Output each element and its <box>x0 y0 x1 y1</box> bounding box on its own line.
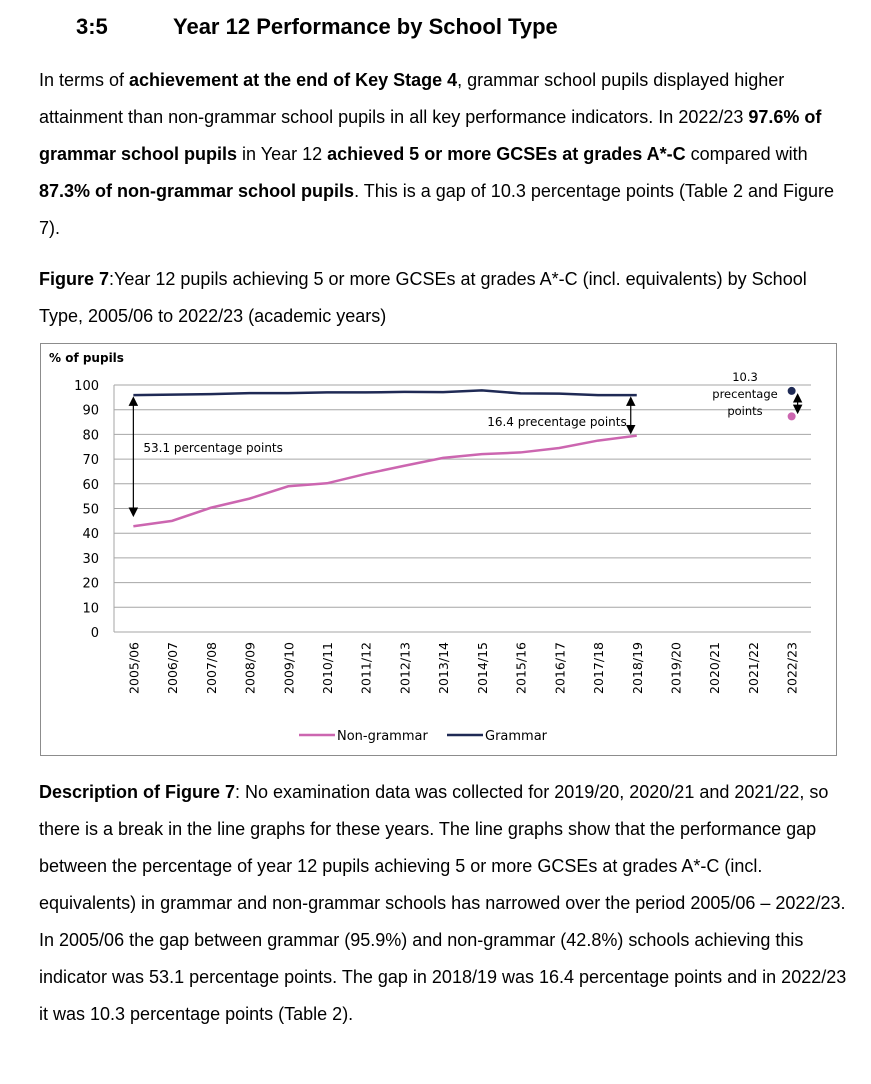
figure-description <box>39 774 849 1033</box>
x-tick-label: 2018/19 <box>629 642 645 694</box>
x-tick-label: 2014/15 <box>474 642 490 694</box>
y-tick-label: 60 <box>82 477 99 493</box>
intro-text-run: achieved 5 or more GCSEs at grades A*-C <box>327 144 686 164</box>
x-tick-label: 2005/06 <box>126 642 142 694</box>
intro-text-run: . This is a gap of 10.3 percentage points (Table 2 and Figure 7). <box>39 181 835 238</box>
intro-text-run: 87.3% of non-grammar school pupils <box>39 181 355 201</box>
annotation-label: 53.1 percentage points <box>143 441 283 455</box>
figure-7-chart <box>40 343 837 756</box>
figure-caption-text: :Year 12 pupils achieving 5 or more GCSEs at grades A*-C (incl. equivalents) by School Type, 2005/06 to 2022/23 (academic years) <box>39 269 807 326</box>
x-tick-label: 2016/17 <box>552 642 568 694</box>
data-point-grammar <box>788 387 796 395</box>
legend-label: Non-grammar <box>337 729 428 744</box>
y-tick-label: 20 <box>82 576 99 592</box>
x-tick-label: 2022/23 <box>784 642 800 694</box>
x-tick-label: 2011/12 <box>358 642 374 694</box>
x-tick-label: 2007/08 <box>203 642 219 694</box>
section-title: Year 12 Performance by School Type <box>173 14 558 39</box>
x-tick-label: 2009/10 <box>281 642 297 694</box>
x-tick-label: 2015/16 <box>513 642 529 694</box>
y-tick-label: 10 <box>82 601 99 617</box>
legend-label: Grammar <box>485 729 548 744</box>
section-heading <box>76 14 558 40</box>
x-tick-label: 2006/07 <box>165 642 181 694</box>
y-tick-label: 0 <box>90 626 99 641</box>
x-tick-label: 2017/18 <box>591 642 607 694</box>
data-point-non-grammar <box>788 412 796 420</box>
intro-text-run: 97.6% of grammar school pupils <box>39 107 822 164</box>
y-axis-title: % of pupils <box>49 351 124 365</box>
annotation-label: points <box>727 404 763 418</box>
x-tick-label: 2012/13 <box>397 642 413 694</box>
figure-caption <box>39 261 849 335</box>
annotation-label: precentage <box>712 387 778 401</box>
annotation-label: 16.4 precentage points <box>487 415 627 429</box>
series-line-grammar <box>133 390 636 395</box>
y-tick-label: 90 <box>82 403 99 419</box>
intro-text-run: compared with <box>685 144 808 164</box>
intro-text-run: , grammar school pupils displayed higher attainment than non-grammar school pupils in all key performance indicators. In 2022/23 <box>39 70 785 127</box>
x-tick-label: 2010/11 <box>319 642 335 694</box>
x-tick-label: 2021/22 <box>745 642 761 694</box>
intro-paragraph <box>39 62 849 247</box>
y-tick-label: 50 <box>82 502 99 518</box>
description-text: : No examination data was collected for 2019/20, 2020/21 and 2021/22, so there is a break in the line graphs for these years. The line graphs show that the performance gap between the percentage of year 12 pupils achieving 5 or more GCSEs at grades A*-C (incl. equivalents) in grammar and non-grammar schools has narrowed over the period 2005/06 – 2022/23. In 2005/06 the gap between grammar (95.9%) and non-grammar (42.8%) schools achieving this indicator was 53.1 percentage points. The gap in 2018/19 was 16.4 percentage points and in 2022/23 it was 10.3 percentage points (Table 2). <box>39 782 847 1024</box>
intro-text-run: In terms of <box>39 70 130 90</box>
y-tick-label: 100 <box>74 379 99 394</box>
description-label: Description of Figure 7 <box>39 782 236 802</box>
intro-text-run: achievement at the end of Key Stage 4 <box>129 70 458 90</box>
x-tick-label: 2019/20 <box>668 642 684 694</box>
chart-svg <box>41 344 838 757</box>
intro-text-run: in Year 12 <box>237 144 328 164</box>
x-tick-label: 2008/09 <box>242 642 258 694</box>
y-tick-label: 70 <box>82 453 99 469</box>
y-tick-label: 40 <box>82 527 99 543</box>
y-tick-label: 80 <box>82 428 99 444</box>
x-tick-label: 2013/14 <box>436 642 452 694</box>
x-tick-label: 2020/21 <box>707 642 723 694</box>
annotation-label: 10.3 <box>732 370 758 384</box>
y-tick-label: 30 <box>82 551 99 567</box>
figure-label: Figure 7 <box>39 269 110 289</box>
section-number: 3:5 <box>76 14 108 39</box>
